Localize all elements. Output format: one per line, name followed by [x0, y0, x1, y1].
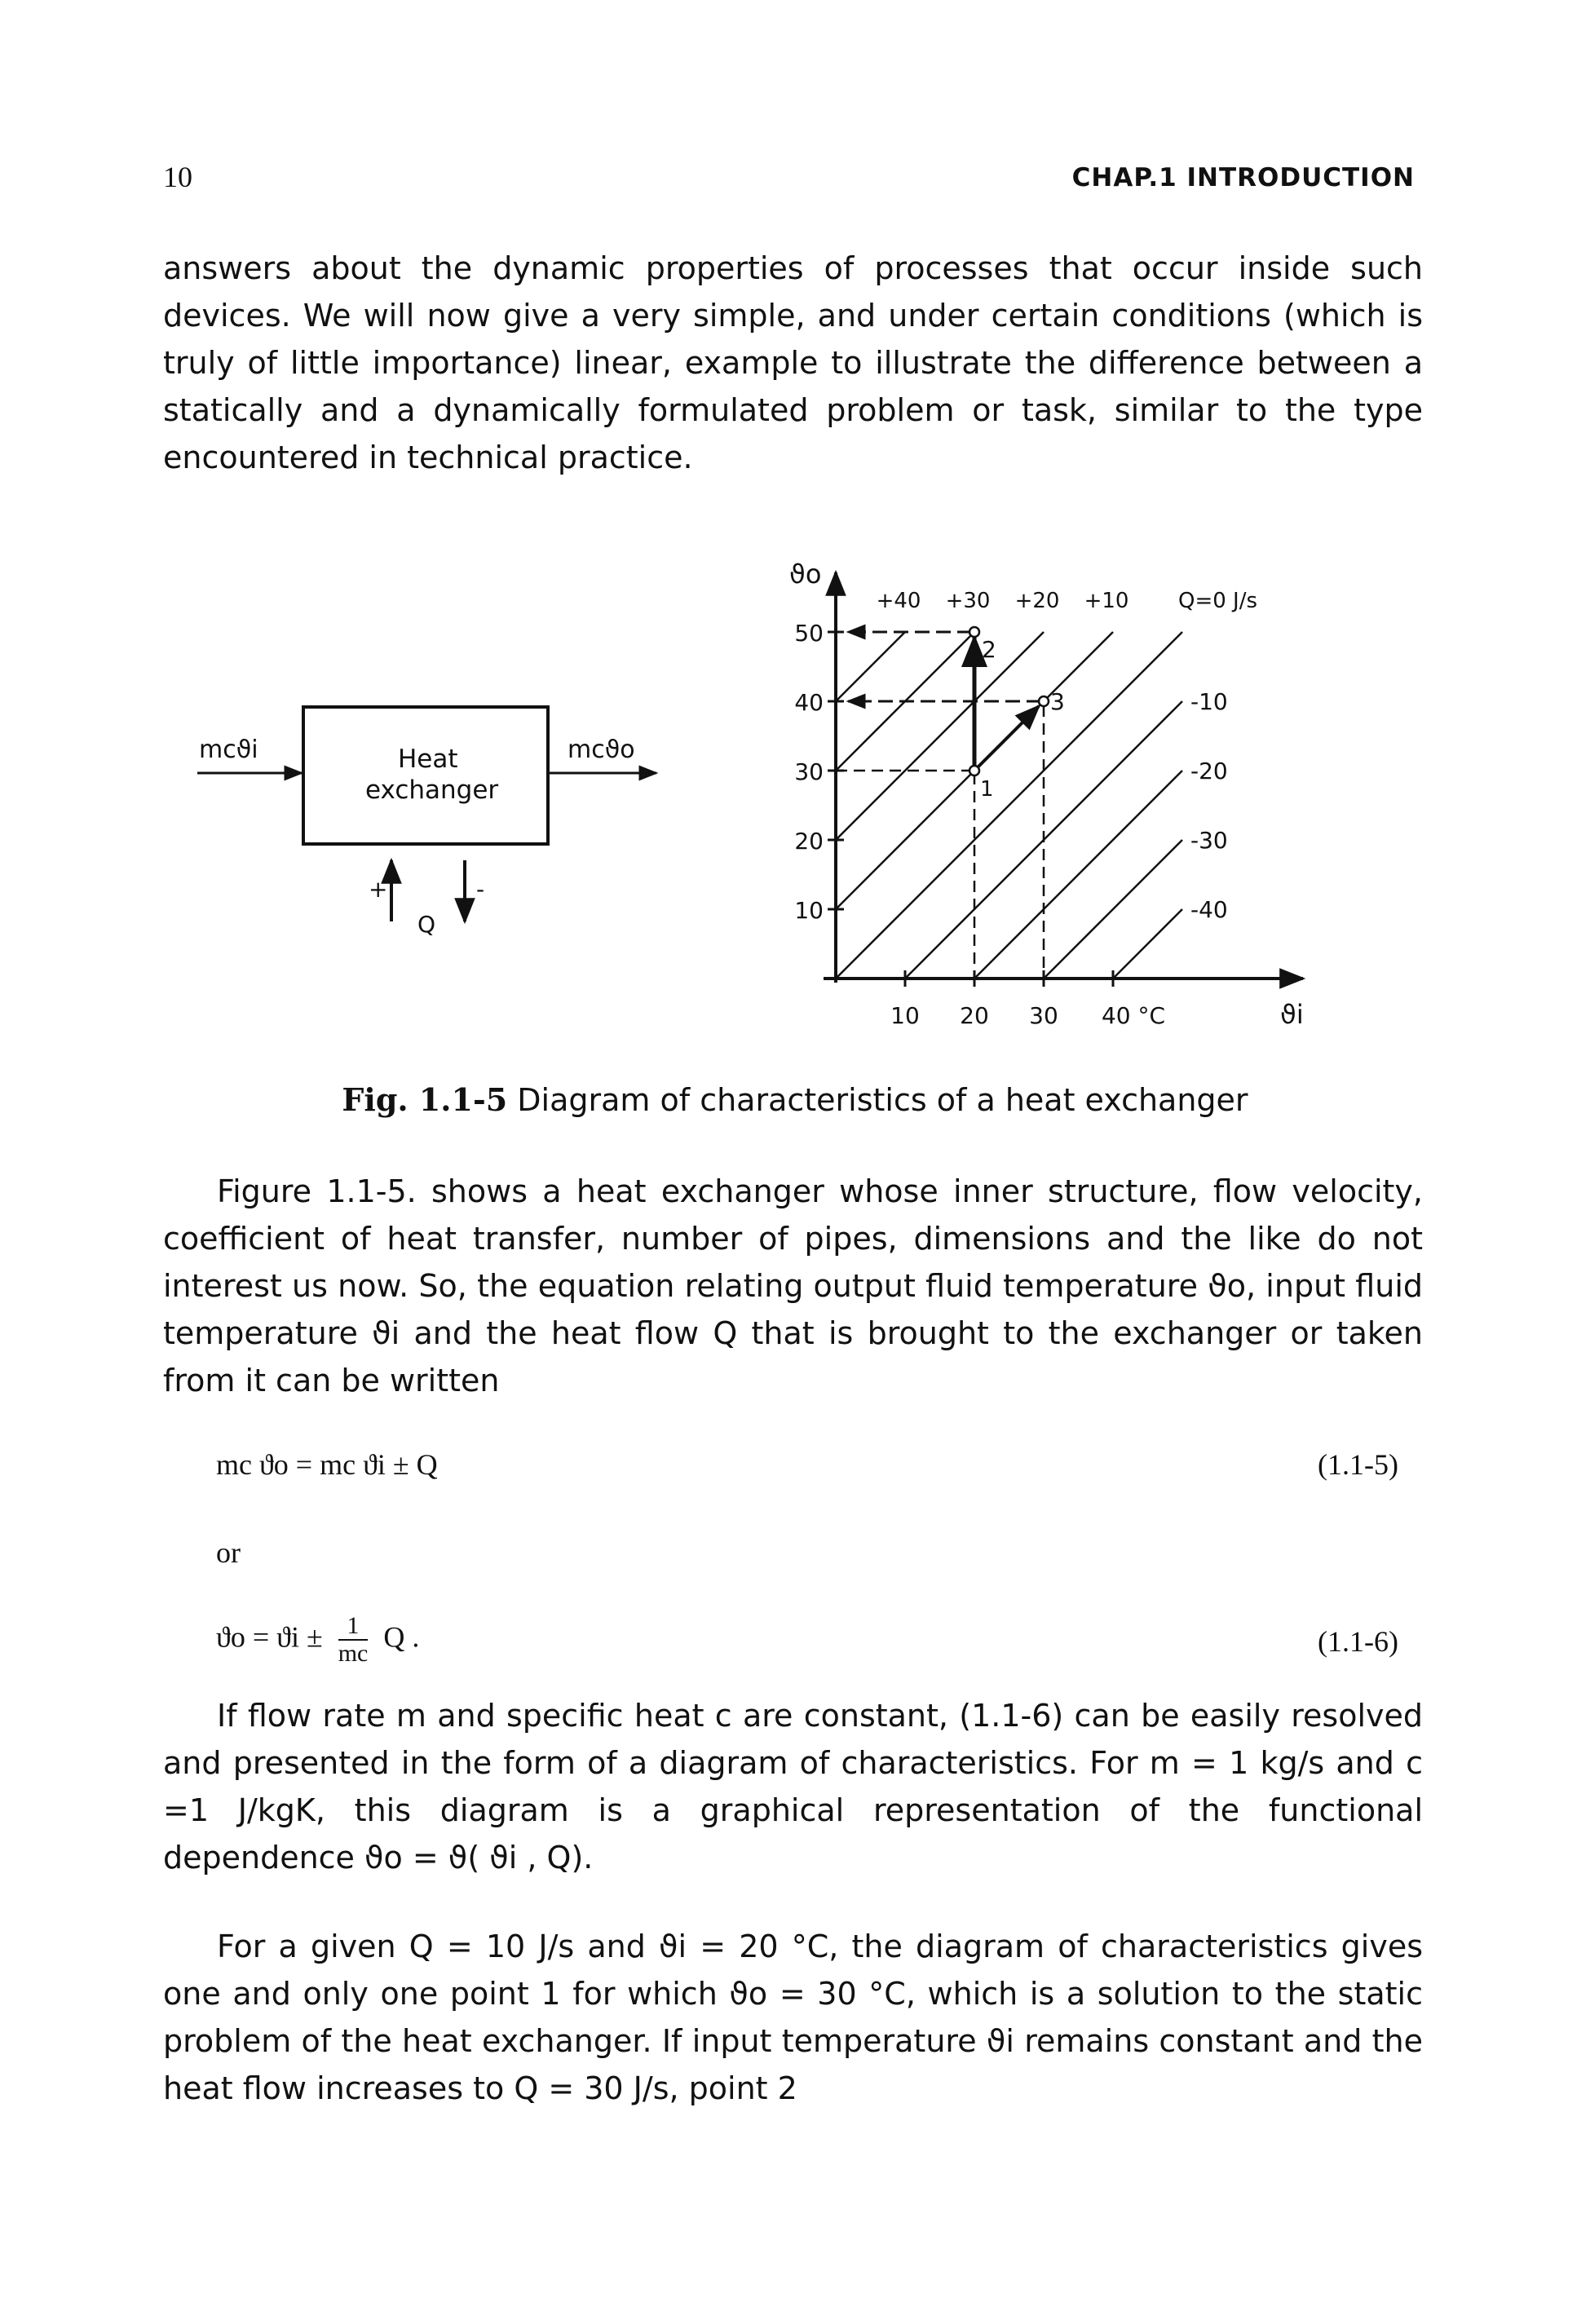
- line-q-plus40: [836, 632, 905, 701]
- label-q-minus10: -10: [1190, 688, 1228, 715]
- point-label-2: 2: [982, 636, 996, 663]
- line-q-minus30: [1044, 840, 1182, 979]
- minus-sign: -: [476, 876, 485, 903]
- point-3: [1039, 696, 1049, 706]
- fraction-numerator: 1: [338, 1613, 369, 1641]
- equation-2-fraction: [338, 1613, 369, 1667]
- arrow-1-to-3: [977, 706, 1039, 768]
- box-label-2: exchanger: [365, 775, 499, 805]
- x-tick-20: 20: [960, 1002, 989, 1029]
- equation-1-number: (1.1-5): [1318, 1448, 1398, 1481]
- label-q-plus30: +30: [945, 589, 991, 613]
- label-q-minus40: -40: [1190, 896, 1228, 923]
- line-q-plus20: [836, 632, 1044, 840]
- right-line-labels: [1190, 688, 1228, 923]
- paragraph-4: [163, 1923, 1423, 2112]
- equation-2: [216, 1613, 1398, 1667]
- point-2: [969, 627, 979, 637]
- equation-1: [216, 1447, 1398, 1482]
- equation-2-right: Q .: [383, 1620, 420, 1654]
- label-q-minus30: -30: [1190, 827, 1228, 854]
- paragraph-4-text: For a given Q = 10 J/s and ϑi = 20 °C, the diagram of characteristics gives one and only one point 1 for which ϑo = 30 °C, which is a solution to the static problem of the heat exchanger. If input temperature ϑi remains constant and the heat flow increases to Q = 30 J/s, point 2: [163, 1929, 1423, 2106]
- y-tick-10: 10: [794, 897, 824, 924]
- input-label: mcϑi: [199, 736, 258, 764]
- intro-paragraph: [163, 245, 1423, 481]
- label-q-minus20: -20: [1190, 758, 1228, 784]
- heat-label: Q: [417, 911, 436, 938]
- label-q-plus40: +40: [876, 589, 921, 613]
- paragraph-3-text: If flow rate m and specific heat c are constant, (1.1-6) can be easily resolved and presented in the form of a diagram of characteristics. For m = 1 kg/s and c =1 J/kgK, this diagram is a graphical representation of the functional dependence ϑo = ϑ( ϑi , Q).: [163, 1698, 1423, 1876]
- point-label-3: 3: [1050, 688, 1065, 715]
- y-tick-20: 20: [794, 828, 824, 855]
- output-label: mcϑo: [568, 736, 635, 764]
- equation-2-number: (1.1-6): [1318, 1625, 1398, 1658]
- figure-caption: [0, 1081, 1590, 1118]
- line-q-minus40: [1113, 909, 1182, 979]
- label-q-plus10: +10: [1084, 589, 1129, 613]
- paragraph-2: [163, 1168, 1423, 1404]
- line-q-0: [836, 632, 1182, 979]
- figure: [179, 554, 1337, 1076]
- top-line-labels: [877, 589, 1257, 613]
- point-label-1: 1: [980, 777, 994, 802]
- paragraph-3: [163, 1692, 1423, 1881]
- label-q-plus20: +20: [1014, 589, 1060, 613]
- equation-2-left: ϑo = ϑi ±: [216, 1620, 323, 1654]
- figure-svg: [179, 554, 1337, 1076]
- x-axis-label: ϑi: [1280, 999, 1304, 1030]
- x-tick-40: 40 °C: [1101, 1002, 1166, 1029]
- point-1: [969, 766, 979, 775]
- block-diagram: [197, 707, 656, 938]
- equation-1-text: mc ϑo = mc ϑi ± Q: [216, 1448, 438, 1481]
- plus-sign: +: [369, 876, 388, 903]
- fraction-denominator: mc: [338, 1640, 369, 1667]
- y-tick-30: 30: [794, 758, 824, 785]
- or-word: or: [216, 1536, 241, 1569]
- characteristic-lines: [836, 632, 1182, 979]
- caption-label: Fig. 1.1-5: [342, 1081, 508, 1118]
- line-q-minus20: [974, 771, 1182, 979]
- caption-text: Diagram of characteristics of a heat exchanger: [507, 1082, 1248, 1118]
- y-axis-label: ϑo: [789, 559, 822, 590]
- chart: [789, 559, 1304, 1030]
- paragraph-2-text: Figure 1.1-5. shows a heat exchanger whose inner structure, flow velocity, coefficient of heat transfer, number of pipes, dimensions and the like do not interest us now. So, the equation relating output fluid temperature ϑo, input fluid temperature ϑi and the heat flow Q that is brought to the exchanger or taken from it can be written: [163, 1173, 1423, 1398]
- running-head: CHAP.1 INTRODUCTION: [1071, 163, 1415, 192]
- label-q-0: Q=0 J/s: [1178, 589, 1258, 613]
- operating-points: [969, 627, 1065, 802]
- y-tick-40: 40: [794, 689, 824, 716]
- box-label-1: Heat: [398, 744, 458, 774]
- x-tick-10: 10: [890, 1002, 920, 1029]
- x-tick-30: 30: [1029, 1002, 1058, 1029]
- y-tick-50: 50: [794, 620, 824, 647]
- page-number: 10: [163, 161, 192, 193]
- intro-text: answers about the dynamic properties of processes that occur inside such devices. We will now give a very simple, and under certain conditions (which is truly of little importance) linear, example to illustrate the difference between a statically and a dynamically formulated problem or task, similar to the type encountered in technical practice.: [163, 250, 1423, 475]
